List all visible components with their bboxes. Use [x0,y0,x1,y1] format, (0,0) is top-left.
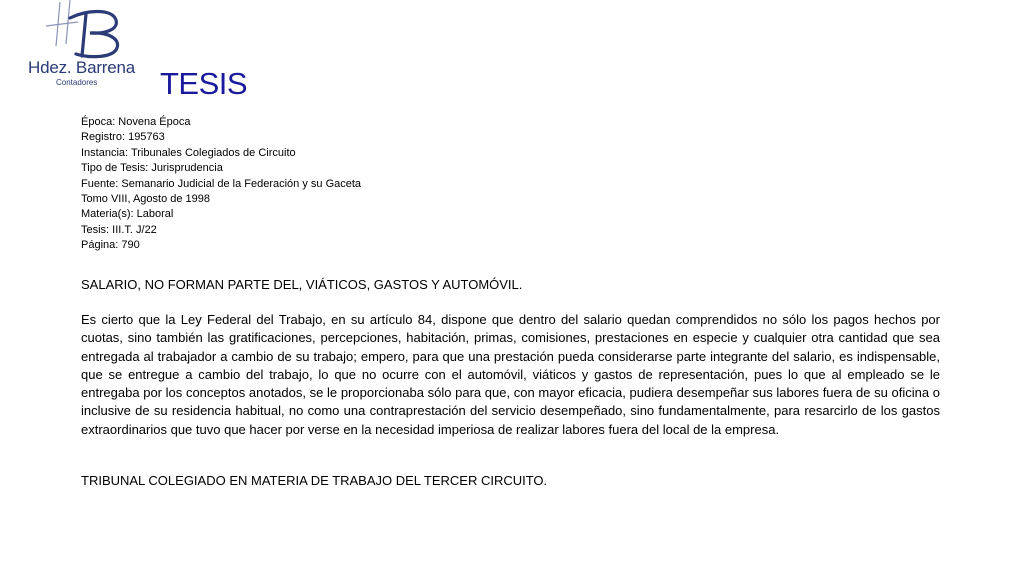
page-title: TESIS [160,66,248,101]
company-logo [26,0,138,92]
meta-epoca: Época: Novena Época [81,116,191,128]
meta-materia: Materia(s): Laboral [81,208,174,221]
meta-fuente: Fuente: Semanario Judicial de la Federación y su Gaceta [81,177,362,190]
logo-name: Hdez. Barrena [28,58,136,77]
thesis-metadata [81,115,361,254]
logo-subtitle: Contadores [56,78,98,87]
tribunal-footer: TRIBUNAL COLEGIADO EN MATERIA DE TRABAJO DEL TERCER CIRCUITO. [81,473,548,488]
meta-tomo: Tomo VIII, Agosto de 1998 [81,193,211,206]
thesis-heading: SALARIO, NO FORMAN PARTE DEL, VIÁTICOS, GASTOS Y AUTOMÓVIL. [81,277,523,292]
meta-registro: Registro: 195763 [81,131,165,144]
meta-pagina: Página: 790 [81,239,140,252]
meta-tesis: Tesis: III.T. J/22 [81,223,157,236]
meta-tipo: Tipo de Tesis: Jurisprudencia [81,162,223,175]
thesis-body: Es cierto que la Ley Federal del Trabajo, en su artículo 84, dispone que dentro del salario quedan comprendidos no sólo los pagos hechos por cuotas, sino también las gratificaciones, percepciones, habitación, primas, comisiones, prestaciones en especie y cualquier otra cantidad que sea entregada al trabajador a cambio de su trabajo; empero, para que una prestación pueda considerarse parte integrante del salario, es indispensable, que se entregue a cambio del trabajo, lo que no ocurre con el automóvil, viáticos y gastos de representación, pues lo que al empleado se le entregaba por los conceptos anotados, se le proporcionaba sólo para que, con mayor eficacia, pudiera desempeñar sus labores fuera de su oficina o inclusive de su residencia habitual, no como una contraprestación del servicio desempeñado, sino fundamentalmente, para resarcirlo de los gastos extraordinarios que tuvo que hacer por verse en la necesidad imperiosa de realizar labores fuera del local de la empresa. [81,312,940,437]
meta-instancia: Instancia: Tribunales Colegiados de Circuito [81,146,296,159]
hb-monogram-icon [26,0,138,62]
